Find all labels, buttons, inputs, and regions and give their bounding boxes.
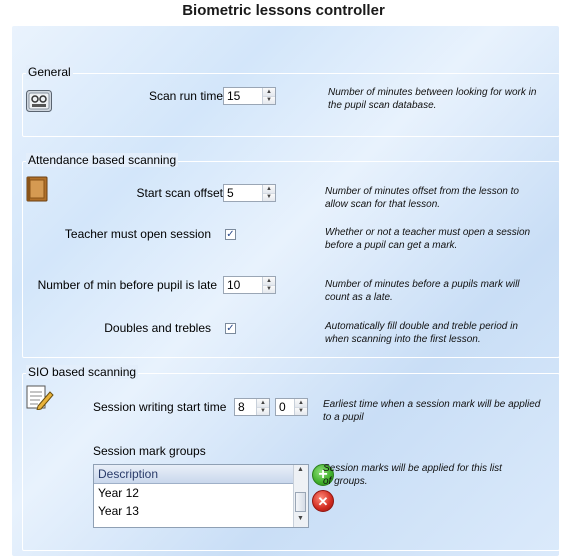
start-scan-offset-description: Number of minutes offset from the lesson to allow scan for that lesson. (325, 186, 519, 210)
list-scrollbar[interactable] (293, 465, 308, 527)
scan-run-time-up[interactable]: ▲ (263, 88, 275, 97)
remove-group-button[interactable] (312, 490, 334, 512)
min-before-late-down[interactable]: ▼ (263, 286, 275, 294)
attendance-group-title: Attendance based scanning (28, 153, 177, 167)
doubles-trebles-description: Automatically fill double and treble period in when scanning into the first lesson. (325, 321, 518, 345)
session-minute-up[interactable]: ▲ (295, 399, 307, 408)
min-before-late-description: Number of minutes before a pupils mark will count as a late. (325, 279, 520, 303)
min-before-late-input[interactable] (224, 277, 262, 293)
scroll-thumb[interactable] (295, 492, 306, 512)
scan-run-time-description: Number of minutes between looking for work in the pupil scan database. (328, 87, 537, 111)
plus-icon: + (318, 466, 328, 483)
notepad-pencil-icon (26, 384, 54, 413)
attendance-group (22, 153, 560, 358)
sio-group (22, 365, 560, 551)
session-minute-down[interactable]: ▼ (295, 408, 307, 416)
close-icon: ✕ (317, 493, 329, 509)
session-hour-down[interactable]: ▼ (257, 408, 269, 416)
start-scan-offset-down[interactable]: ▼ (263, 194, 275, 202)
general-group (22, 65, 560, 137)
sio-group-title: SIO based scanning (28, 365, 137, 379)
scan-run-time-input[interactable] (224, 88, 262, 104)
start-scan-offset-up[interactable]: ▲ (263, 185, 275, 194)
session-hour-input[interactable] (235, 399, 256, 415)
session-minute-input[interactable] (276, 399, 294, 415)
session-mark-groups-description: Session marks will be applied for this list of groups. (323, 463, 502, 487)
teacher-open-session-checkbox[interactable]: ✓ (226, 229, 235, 240)
session-minute-spinner[interactable] (275, 398, 308, 416)
min-before-late-up[interactable]: ▲ (263, 277, 275, 286)
session-writing-start-label: Session writing start time (93, 400, 227, 414)
scroll-up-icon[interactable]: ▲ (297, 466, 304, 473)
session-writing-start-description: Earliest time when a session mark will be applied to a pupil (323, 399, 541, 423)
scroll-down-icon[interactable]: ▼ (297, 515, 304, 522)
session-mark-groups-list[interactable] (93, 464, 309, 528)
settings-panel (12, 26, 559, 556)
doubles-trebles-label: Doubles and trebles (104, 321, 211, 335)
start-scan-offset-label: Start scan offset (136, 186, 223, 200)
teacher-open-session-label: Teacher must open session (64, 227, 211, 241)
start-scan-offset-spinner[interactable] (223, 184, 276, 202)
scan-run-time-down[interactable]: ▼ (263, 97, 275, 105)
doubles-trebles-checkbox[interactable]: ✓ (226, 323, 235, 334)
session-hour-up[interactable]: ▲ (257, 399, 269, 408)
list-item[interactable]: Year 12 (98, 486, 139, 500)
teacher-open-session-description: Whether or not a teacher must open a session before a pupil can get a mark. (325, 227, 531, 251)
scan-run-time-spinner[interactable] (223, 87, 276, 105)
list-item[interactable]: Year 13 (98, 504, 139, 518)
scanner-icon (26, 90, 52, 115)
general-group-title: General (28, 65, 71, 79)
list-column-header[interactable]: Description (94, 465, 294, 484)
start-scan-offset-input[interactable] (224, 185, 262, 201)
min-before-late-label: Number of min before pupil is late (37, 278, 217, 292)
min-before-late-spinner[interactable] (223, 276, 276, 294)
session-mark-groups-label: Session mark groups (93, 444, 206, 458)
session-hour-spinner[interactable] (234, 398, 270, 416)
scan-run-time-label: Scan run time (148, 89, 223, 103)
page-title: Biometric lessons controller (182, 2, 385, 19)
